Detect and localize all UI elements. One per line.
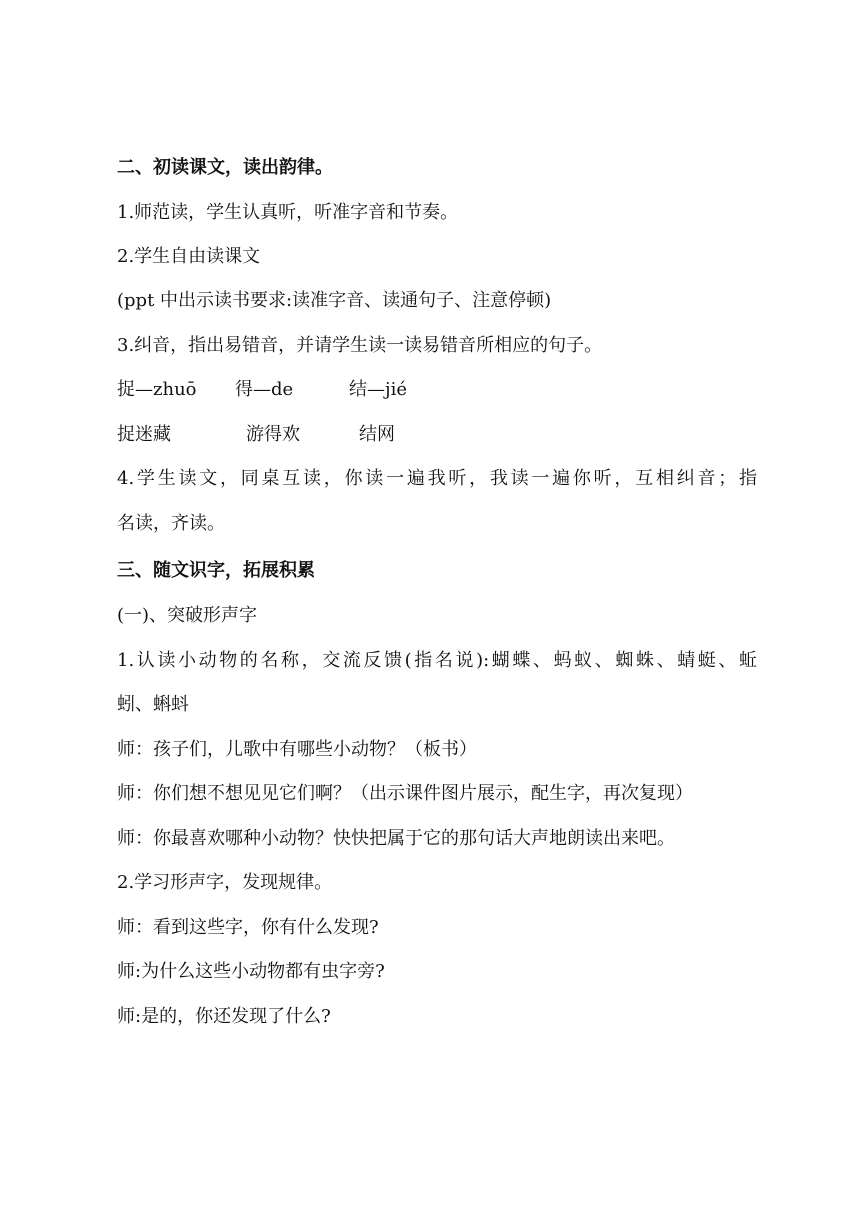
pronunciation-row [117,379,757,401]
pronunciation-zhuo: 捉—zhuō [117,379,197,400]
word-row [117,424,757,446]
word-jiewang: 结网 [359,424,395,445]
step-animal-names-line1: 1.认读小动物的名称，交流反馈(指名说):蝴蝶、蚂蚁、蜘蛛、蜻蜓、蚯 [117,650,757,671]
step-peer-reading-line2: 名读，齐读。 [117,513,225,534]
step-peer-reading-line1: 4.学生读文，同桌互读，你读一遍我听，我读一遍你听，互相纠音；指 [117,468,757,489]
pronunciation-jie: 结—jié [349,379,407,400]
word-youdehuan: 游得欢 [246,424,300,445]
step-free-reading: 2.学生自由读课文 [117,246,261,267]
teacher-question-discovery: 师：看到这些字，你有什么发现? [117,917,379,938]
section-heading-first-reading: 二、初读课文，读出韵律。 [117,157,333,178]
step-learn-phonetic-characters: 2.学习形声字，发现规律。 [117,872,333,893]
teacher-question-animals: 师：孩子们，儿歌中有哪些小动物？（板书） [117,739,477,760]
teacher-question-pictures: 师：你们想不想见见它们啊？（出示课件图片展示，配生字，再次复现） [117,783,693,804]
teacher-question-more-findings: 师:是的，你还发现了什么? [117,1006,331,1027]
step-animal-names-line2: 蚓、蝌蚪 [117,694,189,715]
reading-requirements-note: (ppt 中出示读书要求:读准字音、读通句子、注意停顿) [117,290,552,311]
pronunciation-de: 得—de [235,379,294,400]
step-pronunciation-correction: 3.纠音，指出易错音，并请学生读一读易错音所相应的句子。 [117,335,603,356]
sub-heading-phonetic-characters: (一)、突破形声字 [117,605,258,626]
section-heading-literacy: 三、随文识字，拓展积累 [117,560,315,581]
step-teacher-model-reading: 1.师范读，学生认真听，听准字音和节奏。 [117,202,459,223]
teacher-question-favorite: 师：你最喜欢哪种小动物？快快把属于它的那句话大声地朗读出来吧。 [117,828,675,849]
teacher-question-insect-radical: 师:为什么这些小动物都有虫字旁? [117,961,385,982]
word-zhuomicang: 捉迷藏 [117,424,171,445]
